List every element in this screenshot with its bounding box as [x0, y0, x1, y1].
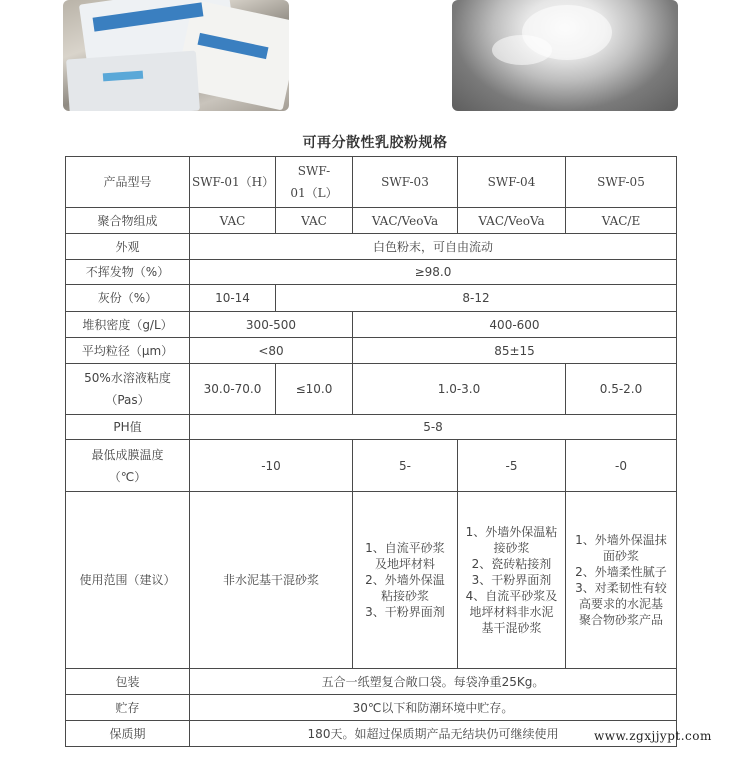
powder-highlight — [492, 35, 552, 65]
model-cell: SWF-01（H） — [190, 157, 276, 208]
density-value: 300-500 — [190, 312, 353, 338]
table-row — [66, 695, 677, 721]
usage-line: 粘接砂浆 — [380, 589, 429, 603]
viscosity-value: 1.0-3.0 — [353, 364, 566, 415]
usage-line: 2、外墙柔性腻子 — [575, 565, 667, 579]
table-row — [66, 669, 677, 695]
nonvolatile-value: ≥98.0 — [190, 260, 677, 285]
bag-shape — [66, 51, 200, 111]
particle-value: <80 — [190, 338, 353, 364]
mfft-value: -5 — [458, 440, 566, 492]
row-label: 平均粒径（μm） — [66, 338, 190, 364]
usage-line: 高要求的水泥基 — [578, 597, 663, 611]
packing-value: 五合一纸塑复合敞口袋。每袋净重25Kg。 — [190, 669, 677, 695]
white-powder-photo — [452, 0, 678, 111]
usage-list — [566, 492, 677, 669]
polymer-cell: VAC — [276, 208, 353, 234]
usage-line: 1、外墙外保温粘 — [465, 525, 558, 539]
table-row — [66, 260, 677, 285]
usage-line: 4、自流平砂浆及 — [465, 589, 558, 603]
table-row — [66, 312, 677, 338]
viscosity-value: 0.5-2.0 — [566, 364, 677, 415]
model-cell: SWF-03 — [353, 157, 458, 208]
usage-value: 非水泥基干混砂浆 — [190, 492, 353, 669]
row-label: 保质期 — [66, 721, 190, 747]
usage-line: 3、干粉界面剂 — [365, 605, 445, 619]
storage-value: 30℃以下和防潮环境中贮存。 — [190, 695, 677, 721]
polymer-cell: VAC/VeoVa — [458, 208, 566, 234]
usage-list — [458, 492, 566, 669]
row-label: 堆积密度（g/L） — [66, 312, 190, 338]
particle-value: 85±15 — [353, 338, 677, 364]
usage-line: 2、外墙外保温 — [365, 573, 445, 587]
shelf-value: 180天。如超过保质期产品无结块仍可继续使用 — [190, 721, 677, 747]
mfft-value: -0 — [566, 440, 677, 492]
row-label: 最低成膜温度 （℃） — [66, 440, 190, 492]
table-row — [66, 338, 677, 364]
row-label: PH值 — [66, 415, 190, 440]
polymer-cell: VAC/VeoVa — [353, 208, 458, 234]
model-cell: SWF-05 — [566, 157, 677, 208]
polymer-cell: VAC/E — [566, 208, 677, 234]
usage-line: 面砂浆 — [602, 549, 639, 563]
polymer-cell: VAC — [190, 208, 276, 234]
row-label: 外观 — [66, 234, 190, 260]
table-title: 可再分散性乳胶粉规格 — [302, 135, 448, 151]
table-row — [66, 415, 677, 440]
mfft-value: -10 — [190, 440, 353, 492]
appearance-value: 白色粉末，可自由流动 — [190, 234, 677, 260]
row-label: 产品型号 — [66, 157, 190, 208]
usage-line: 接砂浆 — [493, 541, 530, 555]
usage-line: 及地坪材料 — [374, 557, 435, 571]
mfft-value: 5- — [353, 440, 458, 492]
table-row — [66, 157, 677, 208]
row-label: 包装 — [66, 669, 190, 695]
row-label: 灰份（%） — [66, 285, 190, 312]
table-row — [66, 492, 677, 669]
table-row — [66, 364, 677, 415]
usage-line: 聚合物砂浆产品 — [578, 613, 663, 627]
usage-line: 1、外墙外保温抹 — [575, 533, 667, 547]
ash-value: 10-14 — [190, 285, 276, 312]
table-row — [66, 285, 677, 312]
row-label: 使用范围（建议） — [66, 492, 190, 669]
model-cell: SWF-04 — [458, 157, 566, 208]
row-label: 不挥发物（%） — [66, 260, 190, 285]
usage-line: 1、自流平砂浆 — [365, 541, 445, 555]
ph-value: 5-8 — [190, 415, 677, 440]
density-value: 400-600 — [353, 312, 677, 338]
table-row — [66, 208, 677, 234]
table-row — [66, 721, 677, 747]
table-row — [66, 440, 677, 492]
row-label: 50%水溶液粘度 （Pas） — [66, 364, 190, 415]
product-bags-photo — [63, 0, 289, 111]
viscosity-value: ≤10.0 — [276, 364, 353, 415]
model-cell: SWF- 01（L） — [276, 157, 353, 208]
usage-list — [353, 492, 458, 669]
ash-value: 8-12 — [276, 285, 677, 312]
table-row — [66, 234, 677, 260]
spec-table — [65, 156, 677, 747]
usage-line: 基干混砂浆 — [481, 621, 542, 635]
usage-line: 3、对柔韧性有较 — [575, 581, 667, 595]
usage-line: 2、瓷砖粘接剂 — [471, 557, 552, 571]
row-label: 贮存 — [66, 695, 190, 721]
viscosity-value: 30.0-70.0 — [190, 364, 276, 415]
usage-line: 地坪材料非水泥 — [469, 605, 554, 619]
row-label: 聚合物组成 — [66, 208, 190, 234]
usage-line: 3、干粉界面剂 — [471, 573, 552, 587]
watermark-url: www.zgxjjypt.com — [594, 729, 712, 743]
